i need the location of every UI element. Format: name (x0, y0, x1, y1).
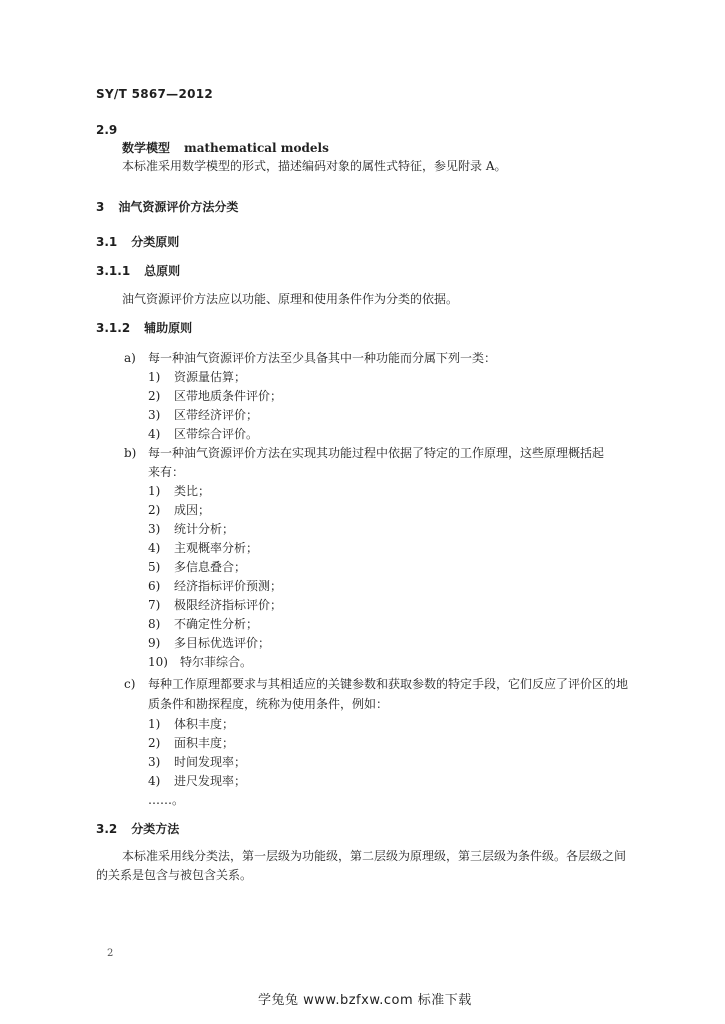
item-a-4-marker: 4) (148, 427, 161, 441)
section-3-2-title: 分类方法 (131, 822, 180, 836)
section-3-2-body-line2: 的关系是包含与被包含关系。 (96, 868, 253, 882)
item-b-2-marker: 2) (148, 503, 161, 517)
section-3-2-body-line1: 本标准采用线分类法，第一层级为功能级，第二层级为原理级，第三层级为条件级。各层级之间 (122, 849, 627, 863)
item-b-5-text: 多信息叠合； (174, 560, 247, 574)
item-a-1-marker: 1) (148, 370, 161, 384)
item-a-2-text: 区带地质条件评价； (174, 389, 283, 403)
item-b-marker: b) (124, 446, 137, 460)
item-b-1-text: 类比； (174, 484, 211, 498)
item-c-4-marker: 4) (148, 774, 161, 788)
section-3-number: 3 (96, 200, 105, 214)
term-chinese: 数学模型 (122, 141, 171, 155)
item-c-3-text: 时间发现率； (174, 755, 247, 769)
section-3-title: 油气资源评价方法分类 (118, 200, 239, 214)
section-3-1-1-number: 3.1.1 (96, 264, 131, 278)
section-3-1-1-title: 总原则 (144, 264, 181, 278)
item-c-text-line2: 质条件和勘探程度，统称为使用条件，例如： (148, 697, 389, 711)
section-3-2-heading (96, 821, 179, 837)
item-b-4-marker: 4) (148, 541, 161, 555)
item-b-10-marker: 10) (148, 655, 168, 669)
term-english: mathematical models (184, 141, 329, 155)
item-b-6-text: 经济指标评价预测； (174, 579, 283, 593)
clause-2-9-definition: 本标准采用数学模型的形式，描述编码对象的属性式特征，参见附录 A。 (122, 159, 507, 173)
footer-watermark: 学兔兔 www.bzfxw.com 标准下载 (258, 993, 472, 1008)
item-b-3-marker: 3) (148, 522, 161, 536)
item-a-4-text: 区带综合评价。 (174, 427, 259, 441)
item-b-text-line1: 每一种油气资源评价方法在实现其功能过程中依据了特定的工作原理，这些原理概括起 (148, 446, 605, 460)
item-b-1-marker: 1) (148, 484, 161, 498)
item-a-3-marker: 3) (148, 408, 161, 422)
section-3-1-2-number: 3.1.2 (96, 321, 131, 335)
page-number: 2 (107, 948, 114, 959)
section-3-1-number: 3.1 (96, 235, 118, 249)
item-a-1-text: 资源量估算； (174, 370, 247, 384)
item-c-text-line1: 每种工作原理都要求与其相适应的关键参数和获取参数的特定手段，它们反应了评价区的地 (148, 677, 629, 691)
item-c-ellipsis: ……。 (148, 793, 185, 807)
clause-2-9-number: 2.9 (96, 123, 118, 137)
item-a-text: 每一种油气资源评价方法至少具备其中一种功能而分属下列一类： (148, 351, 497, 365)
item-c-2-marker: 2) (148, 736, 161, 750)
section-3-1-2-heading (96, 320, 192, 336)
item-a-marker: a) (124, 351, 136, 365)
section-3-2-number: 3.2 (96, 822, 118, 836)
item-b-7-text: 极限经济指标评价； (174, 598, 283, 612)
section-3-1-title: 分类原则 (131, 235, 180, 249)
item-b-3-text: 统计分析； (174, 522, 235, 536)
item-c-2-text: 面积丰度； (174, 736, 235, 750)
item-b-4-text: 主观概率分析； (174, 541, 259, 555)
item-a-3-text: 区带经济评价； (174, 408, 259, 422)
section-3-1-1-body: 油气资源评价方法应以功能、原理和使用条件作为分类的依据。 (122, 292, 459, 306)
item-a-2-marker: 2) (148, 389, 161, 403)
item-b-9-text: 多目标优选评价； (174, 636, 271, 650)
item-b-8-text: 不确定性分析； (174, 617, 259, 631)
clause-2-9-term (122, 140, 329, 156)
section-3-1-1-heading (96, 263, 180, 279)
item-b-9-marker: 9) (148, 636, 161, 650)
item-b-2-text: 成因； (174, 503, 211, 517)
item-c-1-marker: 1) (148, 717, 161, 731)
item-c-3-marker: 3) (148, 755, 161, 769)
item-c-marker: c) (124, 677, 136, 691)
item-b-8-marker: 8) (148, 617, 161, 631)
section-3-1-heading (96, 234, 179, 250)
item-b-10-text: 特尔菲综合。 (180, 655, 253, 669)
item-c-4-text: 进尺发现率； (174, 774, 247, 788)
item-b-5-marker: 5) (148, 560, 161, 574)
standard-code-header: SY/T 5867—2012 (96, 87, 214, 101)
item-b-text-line2: 来有： (148, 465, 185, 479)
item-b-7-marker: 7) (148, 598, 161, 612)
item-b-6-marker: 6) (148, 579, 161, 593)
section-3-heading (96, 199, 238, 215)
section-3-1-2-title: 辅助原则 (144, 321, 193, 335)
item-c-1-text: 体积丰度； (174, 717, 235, 731)
